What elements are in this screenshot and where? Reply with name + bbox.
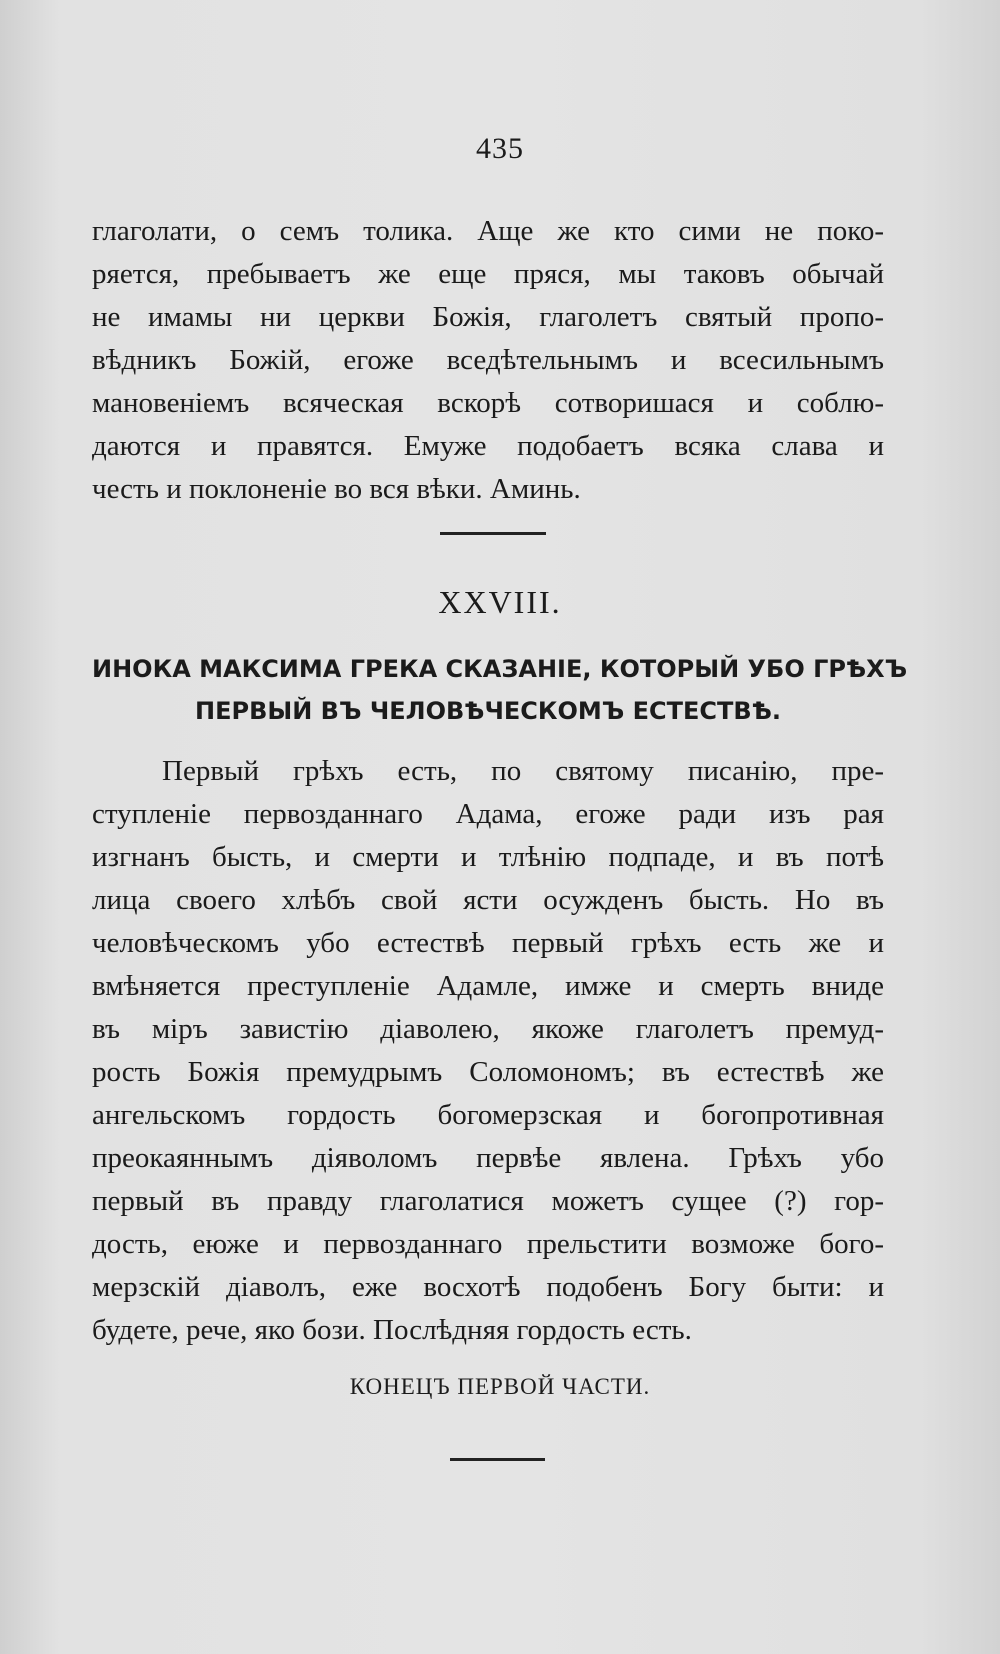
text-line: ступленіе первозданнаго Адама, егоже ради изъ рая [92, 798, 884, 830]
text-line: не имамы ни церкви Божія, глаголетъ святый пропо- [92, 301, 884, 333]
text-line: дость, еюже и первозданнаго прельстити возможе бого- [92, 1228, 884, 1260]
text-line: человѣческомъ убо естествѣ первый грѣхъ есть же и [92, 927, 884, 959]
text-line: вѣдникъ Божій, егоже вседѣтельнымъ и всесильнымъ [92, 344, 884, 376]
chapter-body [92, 750, 884, 1352]
section-divider [440, 532, 546, 535]
text-line: мерзскій діаволъ, еже восхотѣ подобенъ Богу быти: и [92, 1271, 884, 1303]
intro-paragraph [92, 210, 884, 511]
text-line: преокаяннымъ діяволомъ первѣе явлена. Грѣхъ убо [92, 1142, 884, 1174]
closing-divider [450, 1458, 545, 1461]
chapter-title-line: ИНОКА МАКСИМА ГРЕКА СКАЗАНІЕ, КОТОРЫЙ УБО ГРѢХЪ [92, 655, 908, 683]
text-line: ангельскомъ гордость богомерзская и богопротивная [92, 1099, 884, 1131]
text-line: вмѣняется преступленіе Адамле, имже и смерть вниде [92, 970, 884, 1002]
end-note: КОНЕЦЪ ПЕРВОЙ ЧАСТИ. [349, 1374, 651, 1399]
text-line: даются и правятся. Емуже подобаетъ всяка слава и [92, 430, 884, 462]
text-line: мановеніемъ всяческая вскорѣ сотворишася и соблю- [92, 387, 884, 419]
text-line: будете, рече, яко бози. Послѣдняя гордость есть. [92, 1314, 692, 1346]
chapter-number: XXVIII. [438, 584, 562, 620]
text-line: Первый грѣхъ есть, по святому писанію, пре- [162, 755, 884, 787]
chapter-title [92, 648, 908, 732]
text-line: первый въ правду глаголатися можетъ сущее (?) гор- [92, 1185, 884, 1217]
text-line: рость Божія премудрымъ Соломономъ; въ естествѣ же [92, 1056, 884, 1088]
text-line: лица своего хлѣбъ свой ясти осужденъ бысть. Но въ [92, 884, 884, 916]
page-number: 435 [476, 132, 524, 165]
text-line: изгнанъ бысть, и смерти и тлѣнію подпаде, и въ потѣ [92, 841, 884, 873]
chapter-title-line: ПЕРВЫЙ ВЪ ЧЕЛОВѢЧЕСКОМЪ ЕСТЕСТВѢ. [195, 697, 781, 725]
text-line: глаголати, о семъ толика. Аще же кто сими не поко- [92, 215, 884, 247]
text-line: ряется, пребываетъ же еще пряся, мы таковъ обычай [92, 258, 884, 290]
text-line: въ міръ завистію діаволею, якоже глаголетъ премуд- [92, 1013, 884, 1045]
text-line: честь и поклоненіе во вся вѣки. Аминь. [92, 473, 581, 505]
